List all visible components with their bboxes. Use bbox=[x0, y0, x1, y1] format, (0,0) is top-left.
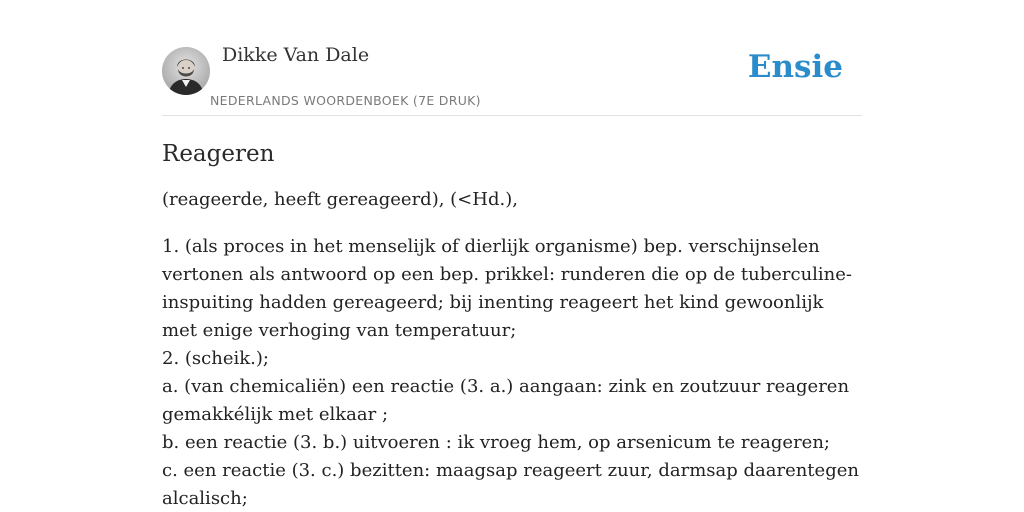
definition-line: c. een reactie (3. c.) bezitten: maagsap reageert zuur, darmsap daarentegen alcalisch; bbox=[162, 460, 859, 509]
author-avatar[interactable] bbox=[162, 47, 210, 95]
definition-line: 2. (scheik.); bbox=[162, 348, 269, 369]
header bbox=[162, 0, 862, 116]
entry-content bbox=[162, 136, 862, 512]
ensie-logo-link[interactable]: Ensie bbox=[747, 49, 843, 85]
definition-line: 1. (als proces in het menselijk of dierlijk organisme) bep. verschijnselen vertonen als antwoord op een bep. prikkel: runderen die op de tuberculine-inspuiting hadden gereageerd; bij inenting reageert het kind gewoonlijk met enige verhoging van temperatuur; bbox=[162, 236, 853, 341]
definition-line: b. een reactie (3. b.) uitvoeren : ik vroeg hem, op arsenicum te reageren; bbox=[162, 432, 830, 453]
entry-definitions bbox=[162, 233, 862, 512]
dictionary-subtitle[interactable]: NEDERLANDS WOORDENBOEK (7E DRUK) bbox=[210, 93, 481, 108]
author-name[interactable]: Dikke Van Dale bbox=[222, 44, 370, 66]
entry-title: Reageren bbox=[162, 141, 275, 167]
author-portrait-icon bbox=[162, 47, 210, 95]
definition-line: a. (van chemicaliën) een reactie (3. a.) aangaan: zink en zoutzuur reageren gemakkélijk met elkaar ; bbox=[162, 376, 850, 425]
entry-intro: (reageerde, heeft gereageerd), (<Hd.), bbox=[162, 189, 518, 210]
